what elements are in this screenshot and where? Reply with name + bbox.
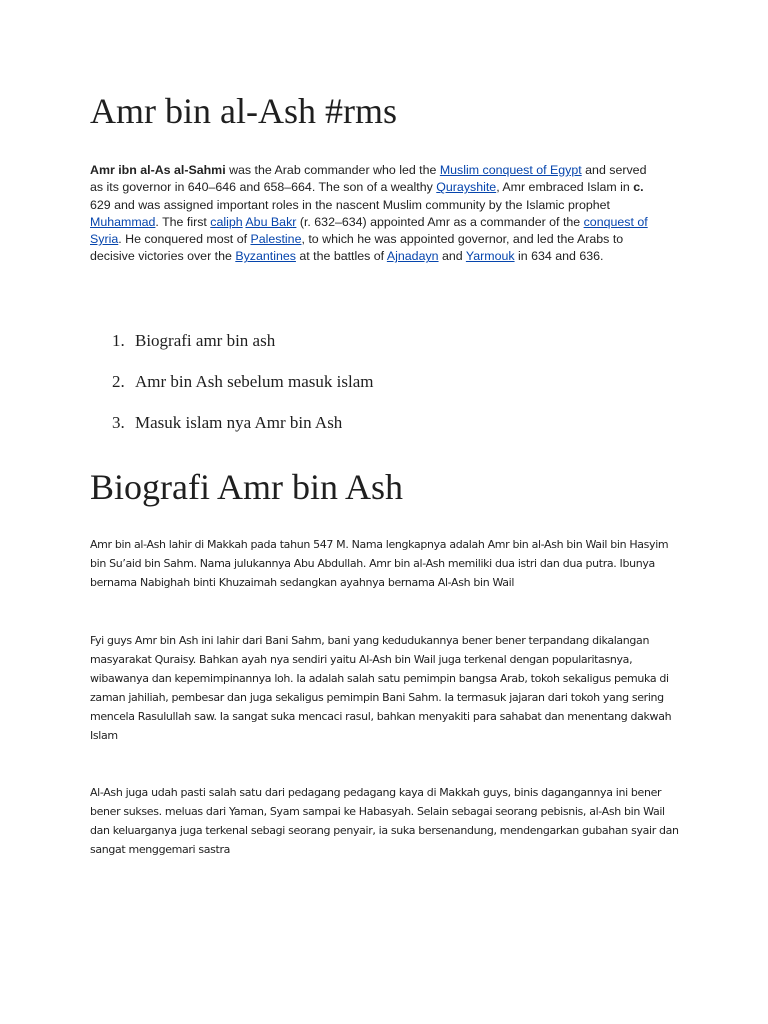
toc-item [112, 328, 373, 369]
subject-name: Amr ibn al-As al-Sahmi [90, 163, 226, 177]
toc-label: Amr bin Ash sebelum masuk islam [135, 372, 374, 391]
toc-number: 1. [112, 331, 125, 350]
wiki-excerpt [90, 162, 660, 266]
section-heading: Biografi Amr bin Ash [90, 467, 403, 507]
toc-label: Masuk islam nya Amr bin Ash [135, 413, 343, 432]
circa-abbrev: c. [633, 180, 644, 195]
toc-label: Biografi amr bin ash [135, 331, 276, 350]
page-title: Amr bin al-Ash #rms [90, 91, 397, 131]
table-of-contents [112, 328, 373, 451]
wiki-text: 629 and was assigned important roles in the nascent Muslim community by the Islamic prophet [90, 197, 610, 212]
paragraph-bani-sahm: Fyi guys Amr bin Ash ini lahir dari Bani Sahm, bani yang kedudukannya bener bener terpandang dikalangan masyarakat Quraisy. Bahkan ayah nya sendiri yaitu Al-Ash bin Wail juga terkenal dengan popularitasnya, wibawanya dan kepemimpinannya loh. Ia adalah salah satu pemimpin bangsa Arab, tokoh sekaligus pemuka di zaman jahiliah, pembesar dan juga sekaligus pemimpin Bani Sahm. Ia termasuk jajaran dari tokoh yang sering mencela Rasulullah saw. Ia sangat suka mencaci rasul, bahkan menyakiti para sahabat dan menentang dakwah Islam [90, 634, 672, 742]
toc-number: 2. [112, 372, 125, 391]
link-palestine[interactable]: Palestine [250, 232, 302, 247]
wiki-text: , Amr embraced Islam in [496, 180, 634, 195]
paragraph-al-ash-trade: Al-Ash juga udah pasti salah satu dari pedagang pedagang kaya di Makkah guys, binis dagangannya ini bener bener sukses. meluas dari Yaman, Syam sampai ke Habasyah. Selain sebagai seorang pebisnis, al-Ash bin Wail dan keluarganya juga terkenal sebagi seorang penyair, ia suka bersenandung, mendengarkan gubahan syair dan sangat menggemari sastra [90, 786, 679, 856]
link-ajnadayn[interactable]: Ajnadayn [386, 249, 439, 264]
link-caliph[interactable]: caliph [210, 214, 243, 229]
link-byzantines[interactable]: Byzantines [235, 249, 296, 264]
wiki-text: and [438, 249, 466, 264]
wiki-text: at the battles of [295, 249, 387, 264]
wiki-text: . He conquered most of [118, 232, 251, 247]
paragraph-biography: Amr bin al-Ash lahir di Makkah pada tahun 547 M. Nama lengkapnya adalah Amr bin al-Ash bin Wail bin Hasyim bin Su’aid bin Sahm. Nama julukannya Abu Abdullah. Amr bin al-Ash memiliki dua istri dan dua putra. Ibunya bernama Nabighah binti Khuzaimah sedangkan ayahnya bernama Al-Ash bin Wail [90, 538, 669, 589]
toc-number: 3. [112, 413, 125, 432]
wiki-text: in 634 and 636. [514, 249, 604, 264]
wiki-text: , to which he was appointed governor, and led the Arabs to decisive victories over the [90, 232, 624, 264]
toc-item [112, 410, 373, 451]
toc-item [112, 369, 373, 410]
link-conquest-of-syria[interactable]: conquest of Syria [90, 214, 648, 247]
link-muhammad[interactable]: Muhammad [90, 214, 156, 229]
wiki-text: was the Arab commander who led the [225, 163, 440, 177]
link-abu-bakr[interactable]: Abu Bakr [245, 214, 297, 229]
wiki-text: and served as its governor in 640–646 and 658–664. The son of a wealthy [90, 163, 647, 195]
wiki-text: (r. 632–634) appointed Amr as a commander of the [296, 214, 584, 229]
wiki-text: . The first [155, 214, 211, 229]
link-muslim-conquest-of-egypt[interactable]: Muslim conquest of Egypt [439, 163, 582, 177]
link-yarmouk[interactable]: Yarmouk [465, 249, 515, 264]
link-qurayshite[interactable]: Qurayshite [436, 180, 497, 195]
